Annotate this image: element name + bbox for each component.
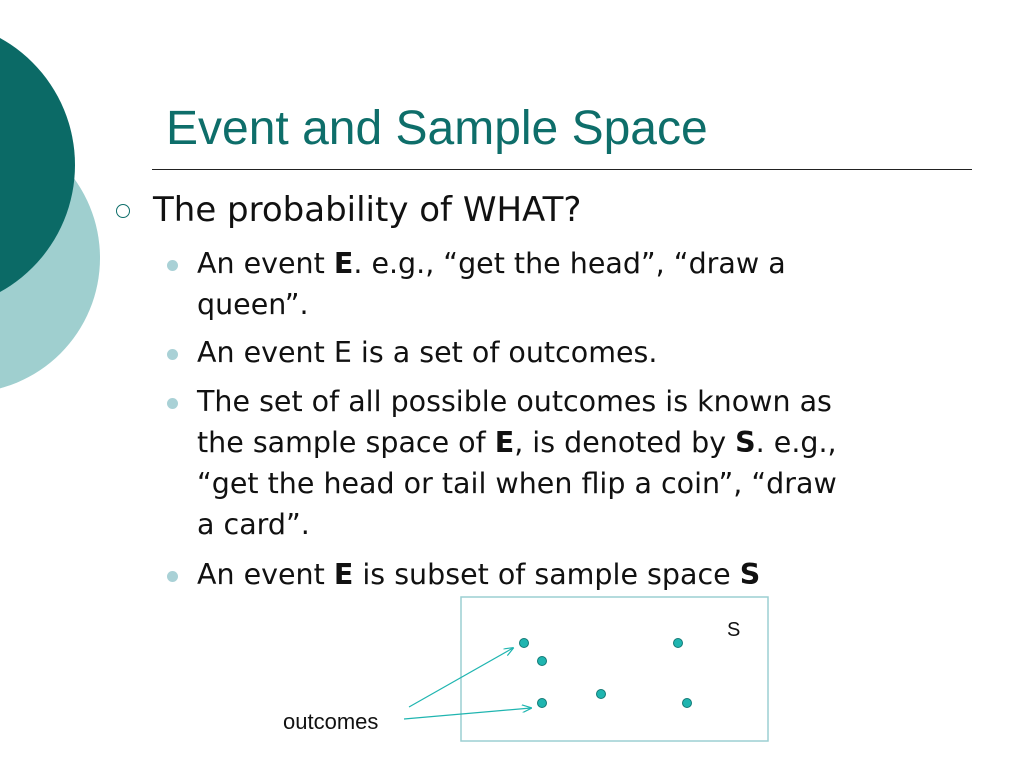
- slide-title: Event and Sample Space: [166, 102, 708, 155]
- event-symbol: E: [333, 558, 354, 591]
- outcome-point: [597, 690, 606, 699]
- outcome-point: [538, 657, 547, 666]
- outcomes-label: outcomes: [283, 709, 379, 734]
- outcome-point: [683, 699, 692, 708]
- outcome-point: [520, 639, 529, 648]
- outcome-point: [538, 699, 547, 708]
- sample-space-box: [461, 597, 768, 741]
- sub-bullet-3-line-3: “get the head or tail when flip a coin”, “draw: [197, 467, 837, 500]
- sub-bullet-1-line-2: queen”.: [197, 288, 309, 321]
- outcome-point: [674, 639, 683, 648]
- sub-bullet-3-line-4: a card”.: [197, 508, 310, 541]
- sample-space-label: S: [727, 619, 741, 641]
- main-bullet-text: The probability of WHAT?: [153, 190, 582, 230]
- text-run: the sample space of: [197, 426, 495, 459]
- text-run: An event: [197, 558, 334, 591]
- event-symbol: E: [494, 426, 515, 459]
- text-run: An event: [197, 247, 334, 280]
- text-run: . e.g., “get the head”, “draw a: [353, 247, 786, 280]
- text-run: . e.g.,: [755, 426, 837, 459]
- text-run: , is denoted by: [514, 426, 736, 459]
- text-run: is subset of sample space: [353, 558, 740, 591]
- event-symbol: E: [333, 247, 354, 280]
- outcome-arrow: [404, 708, 531, 719]
- sub-bullet-2-line-1: An event E is a set of outcomes.: [197, 336, 658, 369]
- sample-space-symbol: S: [735, 426, 756, 459]
- sample-space-symbol: S: [739, 558, 761, 591]
- sub-bullet-3-line-1: The set of all possible outcomes is known as: [197, 385, 832, 418]
